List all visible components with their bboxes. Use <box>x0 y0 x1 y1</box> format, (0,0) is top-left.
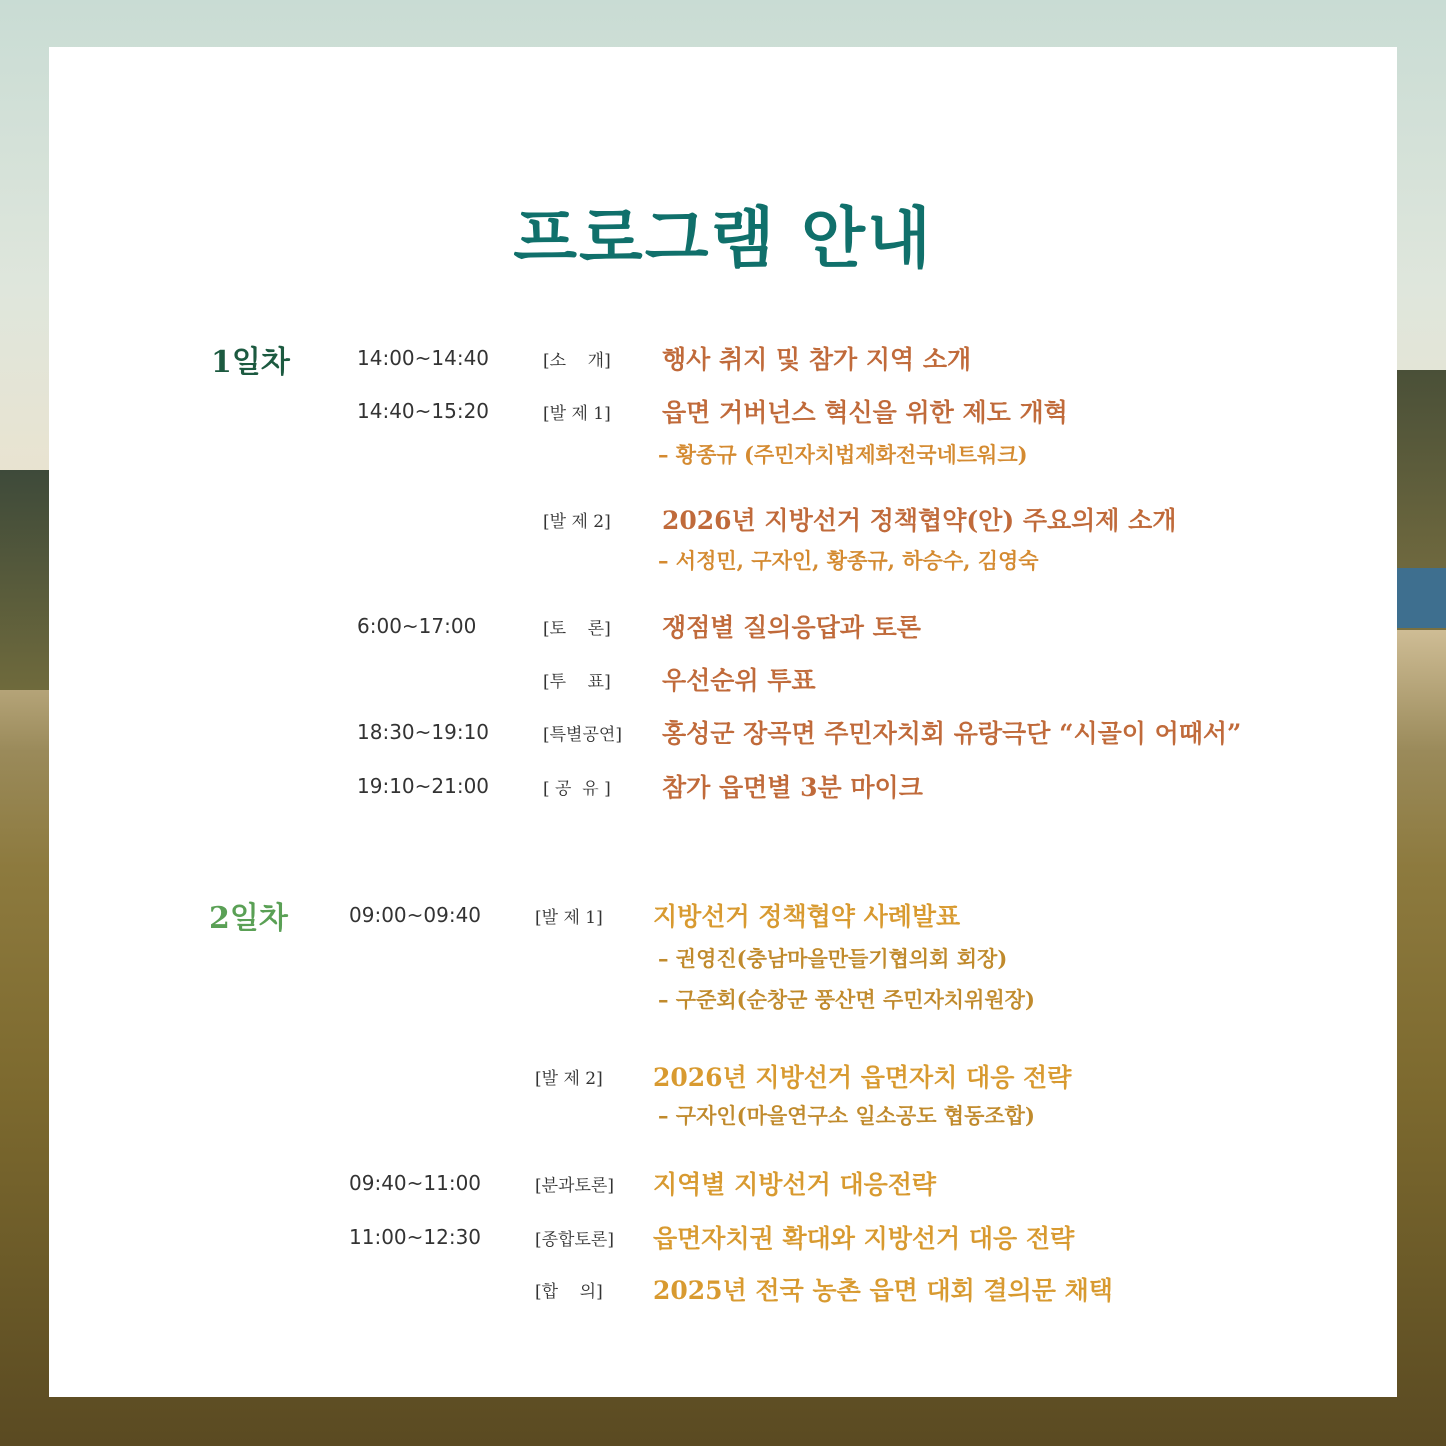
program-card <box>49 47 1397 1397</box>
session-speaker: – 권영진(충남마을만들기협의회 회장) <box>658 946 1008 971</box>
session-tag: [합 의] <box>535 1282 603 1302</box>
session-title: 지방선거 정책협약 사례발표 <box>653 902 961 931</box>
session-title: 행사 취지 및 참가 지역 소개 <box>662 345 972 374</box>
session-tag: [분과토론] <box>535 1176 614 1196</box>
session-tag: [ 공 유 ] <box>543 779 611 799</box>
time-range: 19:10~21:00 <box>357 774 490 798</box>
schedule-row <box>49 661 1397 701</box>
session-title: 읍면자치권 확대와 지방선거 대응 전략 <box>653 1224 1075 1253</box>
time-range: 11:00~12:30 <box>349 1225 482 1249</box>
schedule-row <box>49 340 1397 380</box>
session-title: 쟁점별 질의응답과 토론 <box>662 613 921 642</box>
session-tag: [종합토론] <box>535 1230 614 1250</box>
schedule-row <box>49 1271 1397 1311</box>
time-range: 14:40~15:20 <box>357 399 490 423</box>
session-speaker: – 황종규 (주민자치법제화전국네트워크) <box>658 442 1028 467</box>
time-range: 18:30~19:10 <box>357 720 490 744</box>
session-tag: [투 표] <box>543 672 611 692</box>
session-title: 2026년 지방선거 읍면자치 대응 전략 <box>653 1063 1072 1092</box>
schedule-row <box>49 1165 1397 1205</box>
session-speaker: – 서정민, 구자인, 황종규, 하승수, 김영숙 <box>658 548 1039 573</box>
session-title: 2025년 전국 농촌 읍면 대회 결의문 채택 <box>653 1276 1113 1305</box>
schedule-row <box>49 1219 1397 1259</box>
session-tag: [발 제 1] <box>535 908 603 928</box>
session-tag: [토 론] <box>543 619 611 639</box>
background-building-roof <box>1396 568 1446 628</box>
session-speaker: – 구준회(순창군 풍산면 주민자치위원장) <box>658 987 1035 1012</box>
session-title: 우선순위 투표 <box>662 666 816 695</box>
time-range: 09:40~11:00 <box>349 1171 482 1195</box>
schedule-row <box>49 393 1397 467</box>
schedule-row <box>49 608 1397 648</box>
time-range: 09:00~09:40 <box>349 903 482 927</box>
session-title: 읍면 거버넌스 혁신을 위한 제도 개혁 <box>662 398 1068 427</box>
session-title: 2026년 지방선거 정책협약(안) 주요의제 소개 <box>662 506 1177 535</box>
schedule-row <box>49 1058 1397 1128</box>
session-title: 참가 읍면별 3분 마이크 <box>662 773 923 802</box>
session-tag: [발 제 2] <box>535 1069 603 1089</box>
page-title: 프로그램 안내 <box>513 200 933 277</box>
schedule-row <box>49 768 1397 808</box>
schedule-row <box>49 501 1397 573</box>
session-title: 지역별 지방선거 대응전략 <box>653 1170 937 1199</box>
time-range: 14:00~14:40 <box>357 346 490 370</box>
session-tag: [발 제 1] <box>543 404 611 424</box>
session-tag: [특별공연] <box>543 725 622 745</box>
day2-label: 2일차 <box>209 901 288 936</box>
schedule-row <box>49 714 1397 754</box>
session-tag: [소 개] <box>543 351 611 371</box>
session-speaker: – 구자인(마을연구소 일소공도 협동조합) <box>658 1103 1035 1128</box>
time-range: 6:00~17:00 <box>357 614 477 638</box>
schedule-row <box>49 897 1397 1012</box>
session-tag: [발 제 2] <box>543 512 611 532</box>
session-title: 홍성군 장곡면 주민자치회 유랑극단 “시골이 어때서” <box>662 719 1242 748</box>
day1-label: 1일차 <box>211 345 290 380</box>
